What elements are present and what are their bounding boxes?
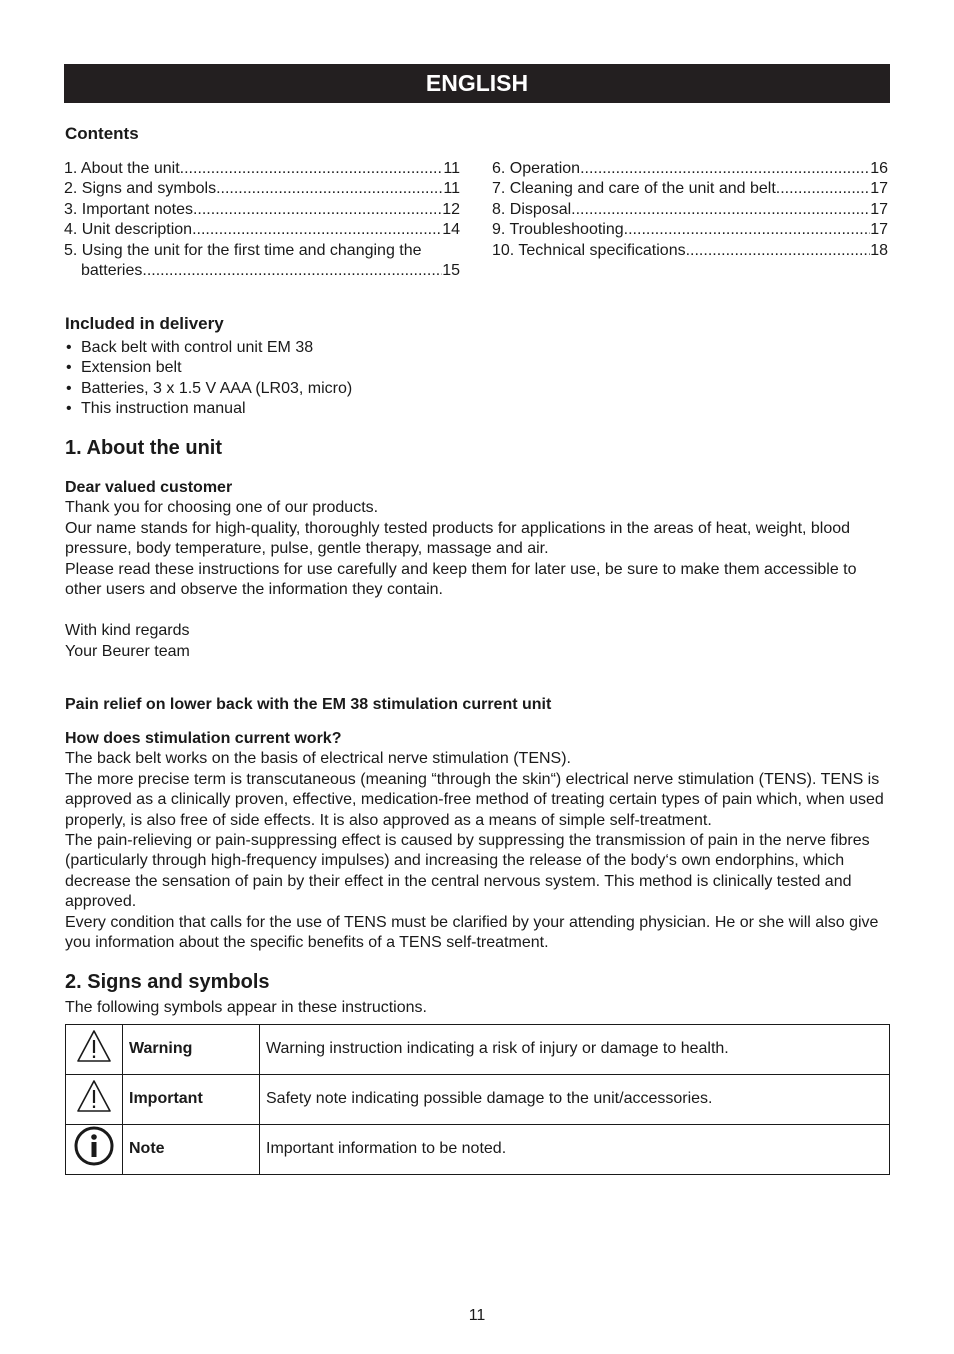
toc-entry[interactable]: 1. About the unit ..... 11 (64, 159, 460, 179)
regards-line: With kind regards (65, 622, 190, 639)
symbol-description: Safety note indicating possible damage to the unit/accessories. (260, 1075, 890, 1125)
language-banner: ENGLISH (64, 64, 890, 103)
page-number: 11 (468, 1307, 486, 1324)
delivery-title: Included in delivery (65, 314, 224, 333)
contents-title: Contents (65, 124, 139, 143)
symbol-description: Warning instruction indicating a risk of injury or damage to health. (260, 1025, 890, 1075)
list-item: • Back belt with control unit EM 38 (64, 338, 352, 358)
subheading-how-it-works: How does stimulation current work? (65, 730, 342, 747)
contents-right-column (492, 159, 888, 261)
warning-triangle-icon (76, 1029, 112, 1063)
symbols-table (65, 1024, 890, 1175)
paragraph: Our name stands for high-quality, thoroughly tested products for applications in the areas of heat, weight, blood pressure, body temperature, pulse, gentle therapy, massage and air. (65, 520, 851, 558)
delivery-list (64, 338, 352, 420)
greeting-title: Dear valued customer (65, 479, 233, 496)
paragraph: The more precise term is transcutaneous (meaning “through the skin“) electrical nerve stimulation (TENS). TENS is approved as a clinically proven, effective, medication-free method of treating certain types of pain which, when used properly, is also free of side effects. It is also approved as a means of simple self-treatment. (65, 771, 884, 829)
contents-left-column (64, 159, 460, 281)
toc-entry[interactable]: 4. Unit description ..... 14 (64, 220, 460, 240)
table-row (66, 1075, 890, 1125)
subheading-pain-relief: Pain relief on lower back with the EM 38 stimulation current unit (65, 696, 552, 713)
info-circle-icon (74, 1126, 114, 1166)
symbol-cell (66, 1025, 123, 1075)
symbol-cell (66, 1125, 123, 1175)
toc-entry[interactable]: 10. Technical specifications ..... 18 (492, 241, 888, 261)
paragraph: Thank you for choosing one of our products. (65, 499, 379, 516)
symbol-cell (66, 1075, 123, 1125)
list-item: • Batteries, 3 x 1.5 V AAA (LR03, micro) (64, 379, 352, 399)
table-row (66, 1125, 890, 1175)
list-item: • Extension belt (64, 358, 352, 378)
toc-entry[interactable]: 3. Important notes ..... 12 (64, 200, 460, 220)
toc-entry-continuation[interactable]: batteries ..... 15 (64, 261, 460, 281)
toc-entry[interactable]: 5. Using the unit for the first time and changing the (64, 241, 422, 259)
section-title-signs: 2. Signs and symbols (65, 971, 270, 993)
signs-intro: The following symbols appear in these instructions. (65, 999, 427, 1016)
regards-line: Your Beurer team (65, 643, 190, 660)
toc-entry[interactable]: 8. Disposal ..... 17 (492, 200, 888, 220)
toc-entry[interactable]: 9. Troubleshooting ..... 17 (492, 220, 888, 240)
section-title-about: 1. About the unit (65, 437, 223, 459)
paragraph: Every condition that calls for the use of TENS must be clarified by your attending physician. He or she will also give you information about the specific benefits of a TENS self-treatment. (65, 914, 879, 952)
toc-entry[interactable]: 7. Cleaning and care of the unit and belt ..... 17 (492, 179, 888, 199)
symbol-description: Important information to be noted. (260, 1125, 890, 1175)
table-row (66, 1025, 890, 1075)
toc-entry[interactable]: 6. Operation ..... 16 (492, 159, 888, 179)
symbol-name: Important (123, 1075, 260, 1125)
warning-triangle-icon (76, 1079, 112, 1113)
paragraph: The back belt works on the basis of electrical nerve stimulation (TENS). (65, 750, 571, 767)
symbol-name: Warning (123, 1025, 260, 1075)
paragraph: The pain-relieving or pain-suppressing effect is caused by suppressing the transmission of pain in the nerve fibres (particularly through high-frequency impulses) and increasing the release of the body‘s own endorphins, which decrease the sensation of pain by their effect in the central nervous system. This method is clinically tested and approved. (65, 832, 870, 911)
paragraph: Please read these instructions for use carefully and keep them for later use, be sure to make them accessible to other users and observe the information they contain. (65, 561, 857, 599)
list-item: • This instruction manual (64, 399, 352, 419)
toc-entry[interactable]: 2. Signs and symbols ..... 11 (64, 179, 460, 199)
symbol-name: Note (123, 1125, 260, 1175)
